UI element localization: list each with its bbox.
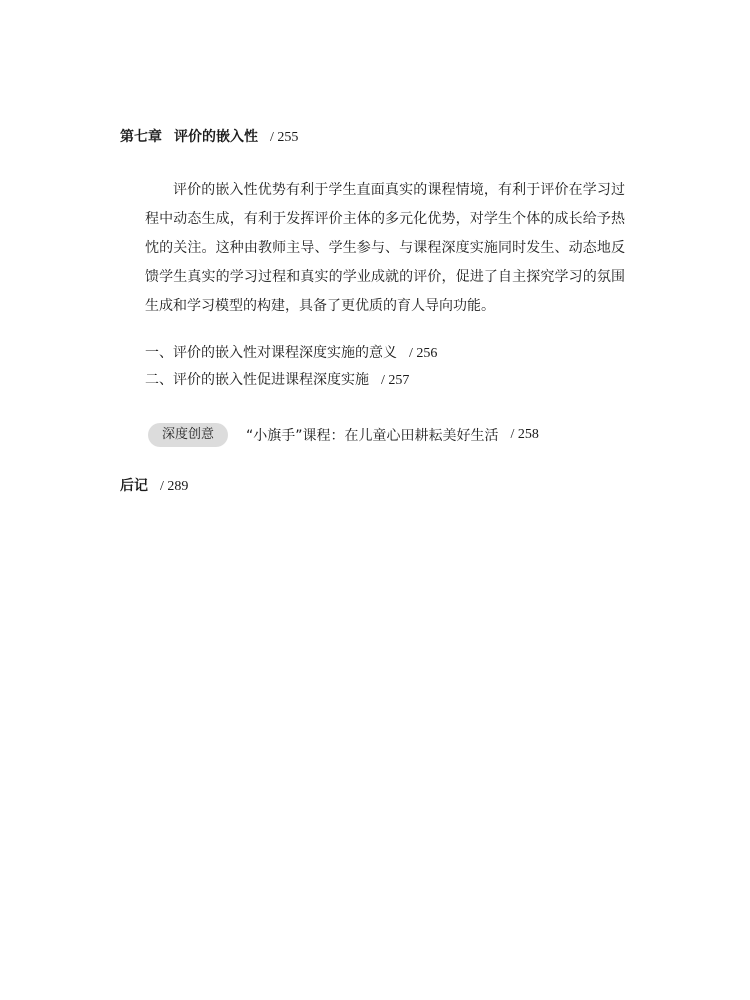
feature-title: “小旗手”课程：在儿童心田耕耘美好生活 <box>246 428 499 444</box>
chapter-page-number: / 255 <box>270 130 299 145</box>
feature-entry <box>148 423 539 447</box>
chapter-heading <box>120 127 298 148</box>
feature-page-number: / 258 <box>510 427 539 442</box>
feature-badge: 深度创意 <box>148 423 228 447</box>
chapter-title: 评价的嵌入性 <box>174 129 258 145</box>
afterword-entry <box>120 476 188 497</box>
chapter-label: 第七章 <box>120 129 162 145</box>
afterword-label: 后记 <box>120 478 148 494</box>
section-page-number: / 256 <box>409 346 438 361</box>
section-item <box>145 367 437 394</box>
section-title: 二、评价的嵌入性促进课程深度实施 <box>145 372 369 388</box>
section-title: 一、评价的嵌入性对课程深度实施的意义 <box>145 345 397 361</box>
section-item <box>145 340 437 367</box>
afterword-page-number: / 289 <box>160 479 189 494</box>
chapter-summary: 评价的嵌入性优势有利于学生直面真实的课程情境，有利于评价在学习过程中动态生成，有利于发挥评价主体的多元化优势，对学生个体的成长给予热忱的关注。这种由教师主导、学生参与、与课程深度实施同时发生、动态地反馈学生真实的学习过程和真实的学业成就的评价，促进了自主探究学习的氛围生成和学习模型的构建，具备了更优质的育人导向功能。 <box>145 182 625 314</box>
section-list <box>145 340 437 394</box>
section-page-number: / 257 <box>381 373 410 388</box>
